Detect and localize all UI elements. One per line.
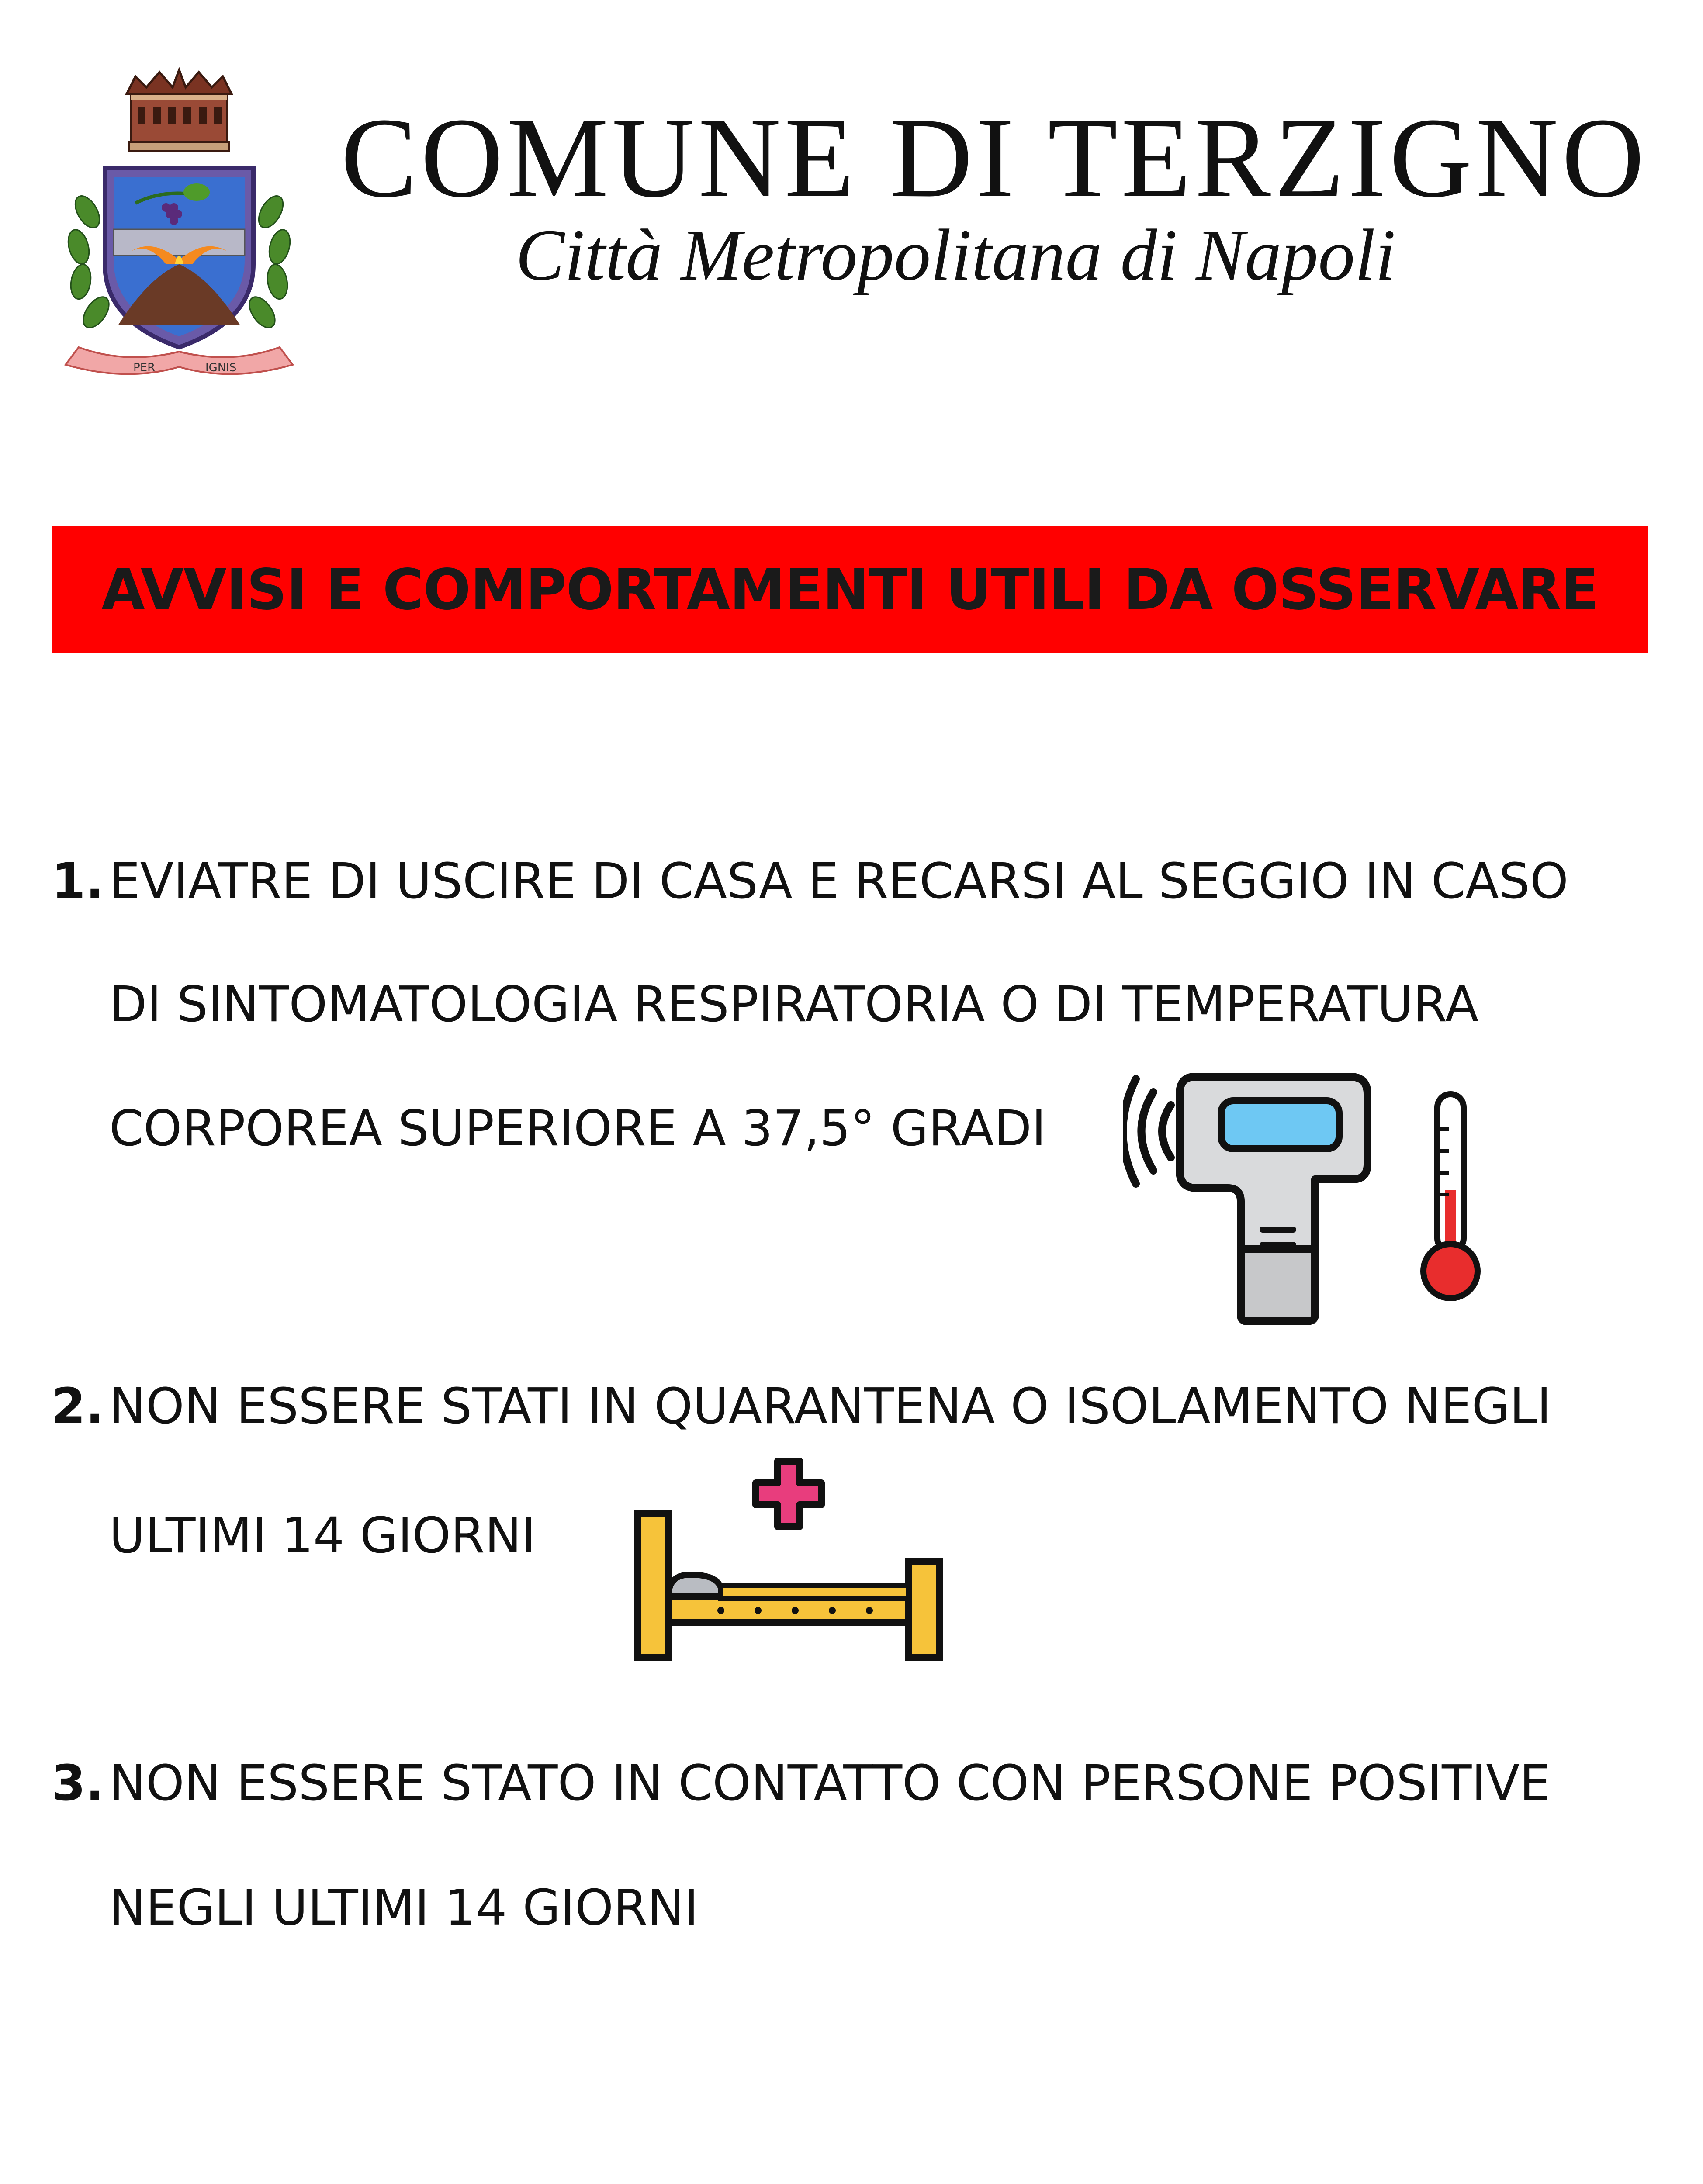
- crest-motto-left: PER: [133, 361, 156, 374]
- thermometer-icon: [1418, 1090, 1483, 1304]
- page-title: COMUNE DI TERZIGNO: [341, 94, 1648, 221]
- notice-banner: [52, 526, 1648, 653]
- item-line: CORPOREA SUPERIORE A 37,5° GRADI: [109, 1100, 1046, 1157]
- item-line: EVIATRE DI USCIRE DI CASA E RECARSI AL SEGGIO IN CASO: [109, 853, 1569, 910]
- banner-text: AVVISI E COMPORTAMENTI UTILI DA OSSERVARE: [101, 557, 1599, 622]
- hospital-bed-icon: [633, 1457, 948, 1662]
- item-number: 3.: [52, 1755, 104, 1812]
- item-line: ULTIMI 14 GIORNI: [109, 1507, 536, 1564]
- item-line: NEGLI ULTIMI 14 GIORNI: [109, 1880, 699, 1936]
- item-line: NON ESSERE STATO IN CONTATTO CON PERSONE POSITIVE: [109, 1755, 1551, 1812]
- municipal-crest: [48, 59, 310, 382]
- thermometer-gun-icon: [1123, 1057, 1411, 1328]
- item-line: NON ESSERE STATI IN QUARANTENA O ISOLAMENTO NEGLI: [109, 1378, 1551, 1435]
- crest-motto-right: IGNIS: [205, 361, 237, 374]
- item-number: 1.: [52, 853, 104, 910]
- item-number: 2.: [52, 1378, 104, 1435]
- item-line: DI SINTOMATOLOGIA RESPIRATORIA O DI TEMPERATURA: [109, 976, 1479, 1033]
- page-subtitle: Città Metropolitana di Napoli: [516, 214, 1396, 296]
